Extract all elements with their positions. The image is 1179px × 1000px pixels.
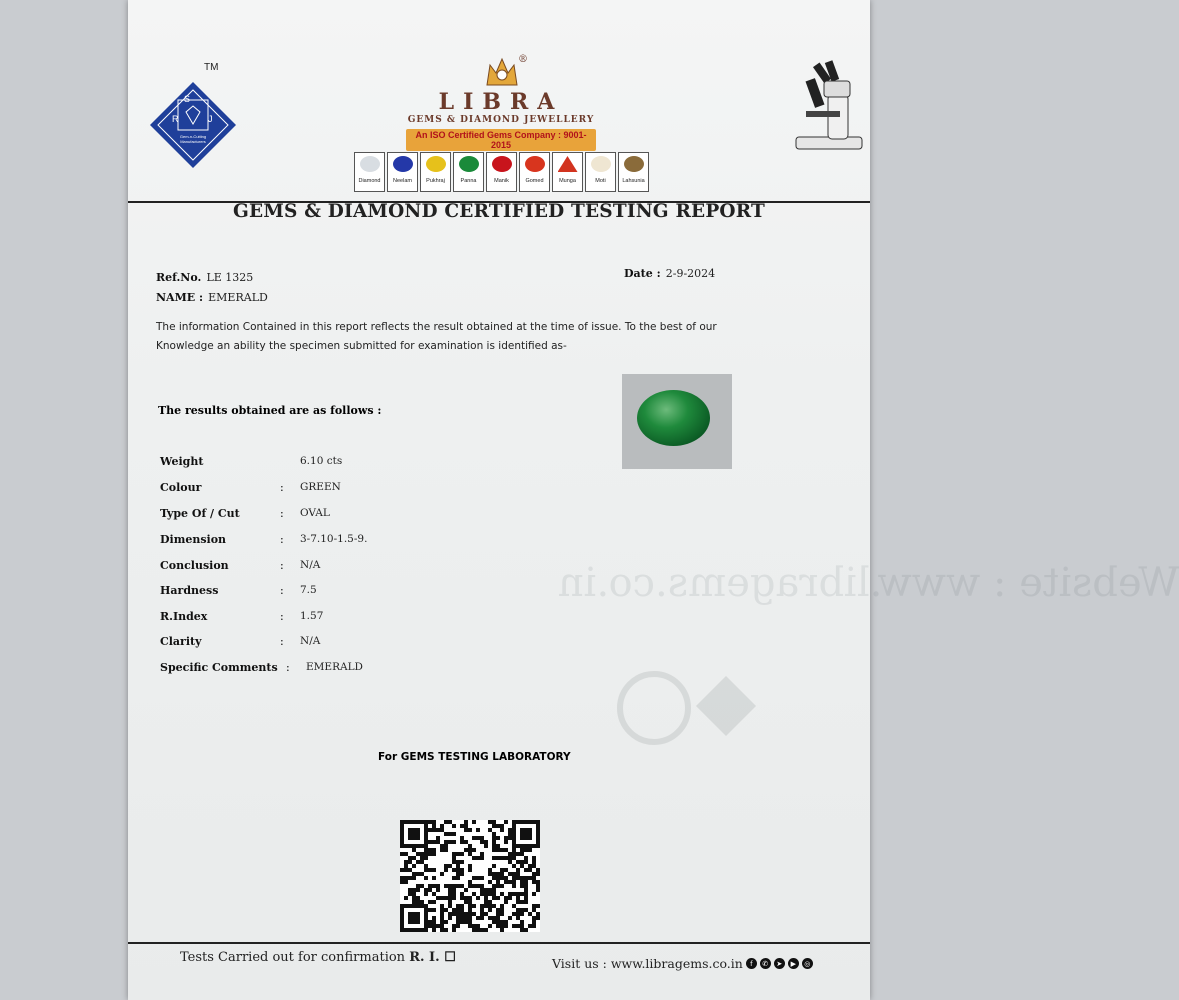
result-key: Type Of / Cut bbox=[160, 506, 240, 520]
brand-name: LIBRA bbox=[438, 89, 564, 115]
gem-photo bbox=[622, 374, 732, 469]
ref-value: LE 1325 bbox=[206, 271, 254, 284]
result-separator: : bbox=[280, 558, 284, 572]
gem-stone-icon bbox=[426, 156, 446, 172]
gem-swatch-pukhraj bbox=[420, 152, 451, 192]
result-row bbox=[160, 658, 363, 676]
telegram-icon[interactable]: ➤ bbox=[774, 958, 785, 969]
result-key: Weight bbox=[160, 454, 204, 468]
result-separator: : bbox=[286, 660, 290, 674]
gem-swatch-gomed bbox=[519, 152, 550, 192]
result-key: Dimension bbox=[160, 532, 227, 546]
result-separator: : bbox=[280, 583, 284, 597]
gem-stone-icon bbox=[360, 156, 380, 172]
result-separator: : bbox=[280, 609, 284, 623]
results-heading: The results obtained are as follows : bbox=[158, 404, 382, 417]
gem-label: Diamond bbox=[358, 178, 381, 184]
brand-subtitle: GEMS & DIAMOND JEWELLERY bbox=[407, 115, 595, 125]
result-row bbox=[160, 530, 367, 548]
gem-label: Panna bbox=[460, 178, 477, 184]
result-separator: : bbox=[280, 506, 284, 520]
iso-badge: An ISO Certified Gems Company : 9001-2015 bbox=[406, 129, 596, 151]
instagram-icon[interactable]: ◎ bbox=[802, 958, 813, 969]
result-key: R.Index bbox=[160, 609, 208, 623]
microscope-icon bbox=[788, 55, 868, 155]
result-row bbox=[160, 478, 341, 496]
name-row bbox=[156, 286, 268, 305]
result-value: N/A bbox=[300, 559, 321, 571]
result-row bbox=[160, 581, 317, 599]
date-row bbox=[624, 262, 715, 281]
gem-stone-icon bbox=[525, 156, 545, 172]
gem-label: Lahsunia bbox=[622, 178, 645, 184]
result-row bbox=[160, 632, 320, 650]
svg-text:J: J bbox=[208, 114, 213, 124]
result-key: Specific Comments bbox=[160, 660, 278, 674]
result-value: 3-7.10-1.5-9. bbox=[300, 533, 368, 545]
result-key: Hardness bbox=[160, 583, 219, 597]
gem-stone-icon bbox=[459, 156, 479, 172]
result-row bbox=[160, 452, 342, 470]
gem-label: Manik bbox=[494, 178, 509, 184]
svg-text:Manufacturers: Manufacturers bbox=[180, 139, 206, 144]
gem-stone-icon bbox=[492, 156, 512, 172]
date-value: 2-9-2024 bbox=[665, 267, 716, 280]
qr-code[interactable] bbox=[400, 820, 540, 932]
tests-note bbox=[180, 950, 456, 965]
result-value: EMERALD bbox=[306, 661, 363, 673]
visit-us bbox=[552, 956, 813, 971]
result-value: 1.57 bbox=[300, 610, 324, 622]
result-key: Conclusion bbox=[160, 558, 229, 572]
srj-logo bbox=[148, 80, 238, 170]
trademark-mark: TM bbox=[204, 62, 219, 73]
gem-swatch-diamond bbox=[354, 152, 385, 192]
result-value: 6.10 cts bbox=[300, 455, 343, 467]
gem-stone-icon bbox=[624, 156, 644, 172]
signature-label: For GEMS TESTING LABORATORY bbox=[378, 751, 571, 763]
gem-label: Moti bbox=[595, 178, 606, 184]
result-separator: : bbox=[280, 480, 284, 494]
youtube-icon[interactable]: ▶ bbox=[788, 958, 799, 969]
registered-mark: ® bbox=[518, 54, 528, 65]
result-separator: : bbox=[280, 634, 284, 648]
gem-swatch-moti bbox=[585, 152, 616, 192]
result-key: Colour bbox=[160, 480, 202, 494]
gem-stone-icon bbox=[591, 156, 611, 172]
watermark-website: Website : www.libragems.co.in bbox=[558, 560, 1179, 606]
result-row bbox=[160, 504, 330, 522]
crown-logo-icon bbox=[484, 55, 520, 89]
facebook-icon[interactable]: f bbox=[746, 958, 757, 969]
gem-label: Gomed bbox=[525, 178, 544, 184]
certificate-sheet bbox=[128, 0, 1179, 1000]
whatsapp-icon[interactable]: ✆ bbox=[760, 958, 771, 969]
result-value: OVAL bbox=[300, 507, 330, 519]
stamp-watermark bbox=[616, 668, 756, 748]
result-row bbox=[160, 607, 323, 625]
gem-stone-icon bbox=[558, 156, 578, 172]
name-label: NAME : bbox=[156, 291, 204, 304]
svg-text:S: S bbox=[184, 94, 191, 104]
footer-divider bbox=[128, 942, 870, 944]
gem-strip bbox=[354, 152, 649, 192]
result-value: 7.5 bbox=[300, 584, 317, 596]
gem-swatch-panna bbox=[453, 152, 484, 192]
ref-label: Ref.No. bbox=[156, 271, 202, 284]
result-key: Clarity bbox=[160, 634, 202, 648]
svg-text:Gem-n-Cutting: Gem-n-Cutting bbox=[179, 134, 207, 139]
gem-swatch-manik bbox=[486, 152, 517, 192]
ri-text: R. I. ☐ bbox=[409, 950, 456, 965]
gem-swatch-lahsunia bbox=[618, 152, 649, 192]
emerald-stone-image bbox=[637, 390, 710, 446]
intro-paragraph: The information Contained in this report reflects the result obtained at the time of issue. To the best of our Knowledge an ability the specimen submitted for examination is identified as- bbox=[156, 321, 717, 352]
date-label: Date : bbox=[624, 267, 661, 280]
visit-link[interactable]: Visit us : www.libragems.co.in bbox=[552, 956, 743, 971]
name-value: EMERALD bbox=[208, 291, 268, 304]
report-title: GEMS & DIAMOND CERTIFIED TESTING REPORT bbox=[233, 201, 765, 222]
tests-text: Tests Carried out for confirmation bbox=[180, 950, 406, 965]
gem-swatch-munga bbox=[552, 152, 583, 192]
result-value: N/A bbox=[300, 635, 321, 647]
gem-swatch-neelam bbox=[387, 152, 418, 192]
result-separator: : bbox=[280, 532, 284, 546]
ref-row bbox=[156, 266, 253, 285]
brand-block bbox=[406, 55, 596, 152]
gem-stone-icon bbox=[393, 156, 413, 172]
result-row bbox=[160, 556, 320, 574]
svg-text:R: R bbox=[172, 114, 179, 124]
result-value: GREEN bbox=[300, 481, 341, 493]
gem-label: Neelam bbox=[393, 178, 412, 184]
gem-label: Munga bbox=[559, 178, 576, 184]
gem-label: Pukhraj bbox=[426, 178, 445, 184]
